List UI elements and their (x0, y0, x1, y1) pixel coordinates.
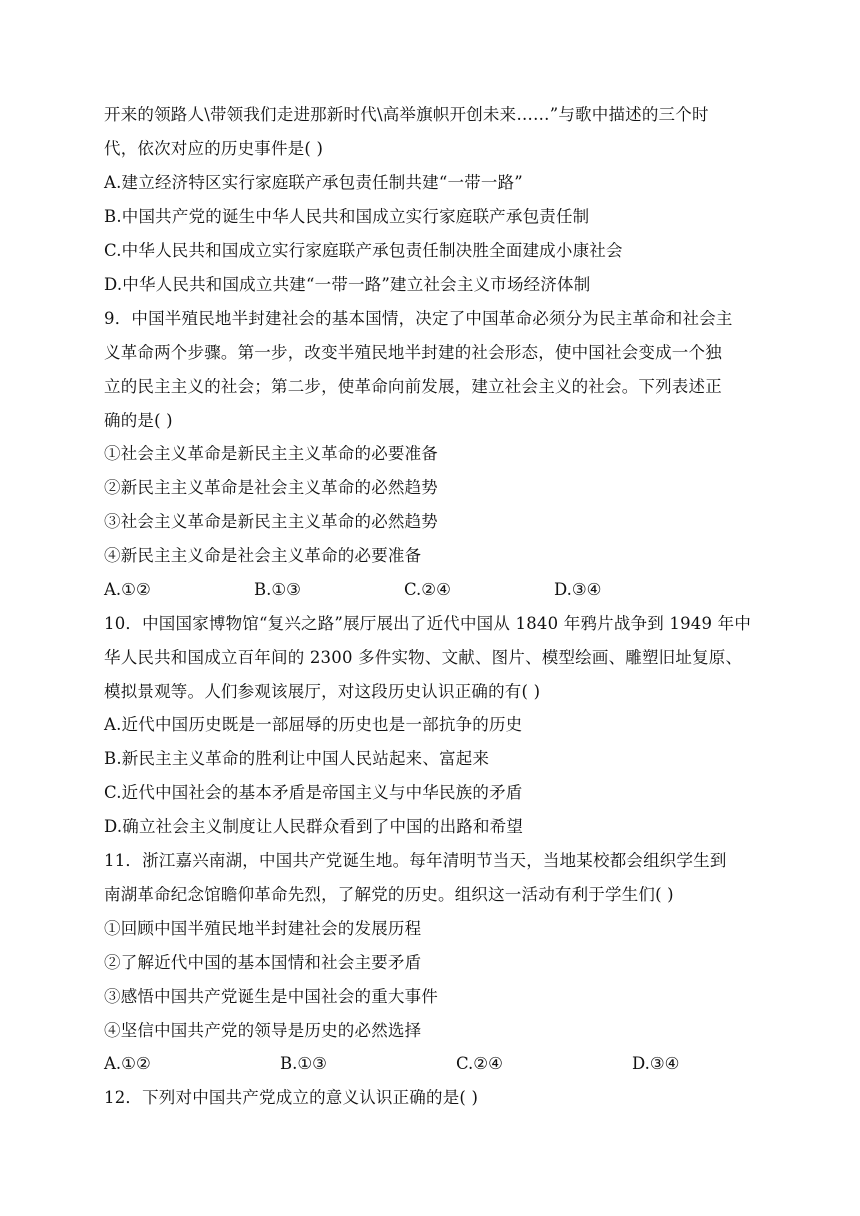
q8-option-a: A.建立经济特区实行家庭联产承包责任制共建“一带一路” (104, 173, 523, 192)
q10-option-a: A.近代中国历史既是一部屈辱的历史也是一部抗争的历史 (104, 715, 523, 734)
q8-option-b: B.中国共产党的诞生中华人民共和国成立实行家庭联产承包责任制 (104, 207, 590, 226)
q9-choice-b: B.①③ (254, 580, 301, 599)
q11-statement-2: ②了解近代中国的基本国情和社会主要矛盾 (104, 953, 422, 972)
q9-choices (104, 579, 754, 601)
q11-choice-d: D.③④ (632, 1054, 680, 1073)
q9-statement-4: ④新民主主义命是社会主义革命的必要准备 (104, 546, 422, 565)
q8-option-c: C.中华人民共和国成立实行家庭联产承包责任制决胜全面建成小康社会 (104, 241, 623, 260)
q10-option-d: D.确立社会主义制度让人民群众看到了中国的出路和希望 (104, 817, 524, 836)
q9-stem-line-2: 义革命两个步骤。第一步，改变半殖民地半封建的社会形态，使中国社会变成一个独 (104, 343, 722, 362)
q8-stem-line-2: 代，依次对应的历史事件是( ) (104, 139, 324, 158)
q9-choice-a: A.①② (104, 580, 151, 599)
q8-stem-line-1: 开来的领路人\带领我们走进那新时代\高举旗帜开创未来……”与歌中描述的三个时 (104, 105, 709, 124)
q10-option-c: C.近代中国社会的基本矛盾是帝国主义与中华民族的矛盾 (104, 783, 523, 802)
q12-stem: 12．下列对中国共产党成立的意义认识正确的是( ) (104, 1088, 479, 1107)
q11-choice-b: B.①③ (280, 1054, 327, 1073)
q9-statement-3: ③社会主义革命是新民主主义革命的必然趋势 (104, 512, 438, 531)
q9-stem-line-4: 确的是( ) (104, 411, 173, 430)
q11-statement-1: ①回顾中国半殖民地半封建社会的发展历程 (104, 919, 422, 938)
q9-choice-c: C.②④ (404, 580, 451, 599)
q10-option-b: B.新民主主义革命的胜利让中国人民站起来、富起来 (104, 749, 490, 768)
q11-statement-3: ③感悟中国共产党诞生是中国社会的重大事件 (104, 987, 438, 1006)
q11-choice-a: A.①② (104, 1054, 151, 1073)
q11-stem-line-2: 南湖革命纪念馆瞻仰革命先烈，了解党的历史。组织这一活动有利于学生们( ) (104, 885, 674, 904)
q10-stem-line-2: 华人民共和国成立百年间的 2300 多件实物、文献、图片、模型绘画、雕塑旧址复原、 (104, 648, 743, 667)
q8-option-d: D.中华人民共和国成立共建“一带一路”建立社会主义市场经济体制 (104, 275, 591, 294)
q9-statement-1: ①社会主义革命是新民主主义革命的必要准备 (104, 444, 438, 463)
q11-statement-4: ④坚信中国共产党的领导是历史的必然选择 (104, 1021, 422, 1040)
q10-stem-line-3: 模拟景观等。人们参观该展厅，对这段历史认识正确的有( ) (104, 682, 541, 701)
q11-choice-c: C.②④ (456, 1054, 503, 1073)
q10-stem-line-1: 10．中国国家博物馆“复兴之路”展厅展出了近代中国从 1840 年鸦片战争到 1949 年中 (104, 614, 752, 633)
q11-stem-line-1: 11．浙江嘉兴南湖，中国共产党诞生地。每年清明节当天，当地某校都会组织学生到 (104, 851, 727, 870)
q9-stem-line-3: 立的民主主义的社会；第二步，使革命向前发展，建立社会主义的社会。下列表述正 (104, 377, 722, 396)
q11-choices (104, 1053, 754, 1075)
q9-statement-2: ②新民主主义革命是社会主义革命的必然趋势 (104, 478, 438, 497)
q9-choice-d: D.③④ (554, 580, 602, 599)
q9-stem-line-1: 9．中国半殖民地半封建社会的基本国情，决定了中国革命必须分为民主革命和社会主 (104, 309, 733, 328)
